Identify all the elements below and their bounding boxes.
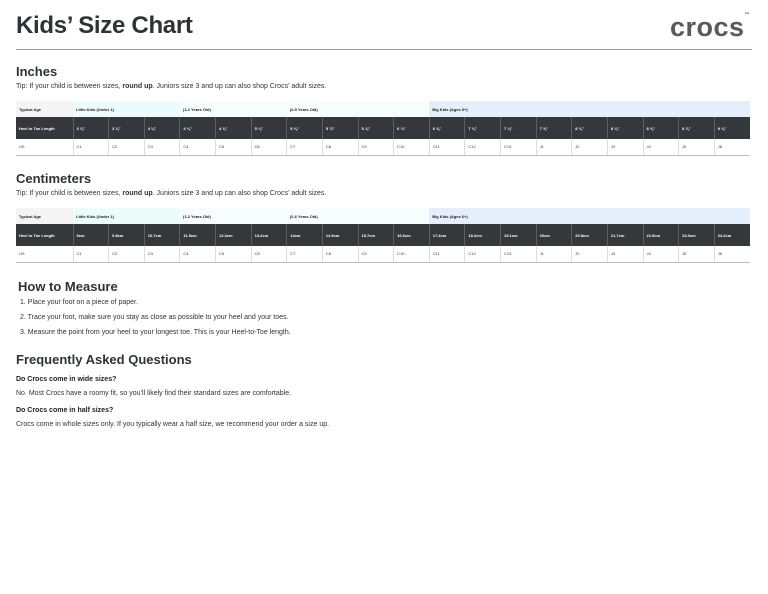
age-label: Typical Age <box>16 208 73 224</box>
size-cell: C3 <box>144 246 180 262</box>
length-cell: 9cm <box>73 224 109 246</box>
us-size-row <box>16 139 750 155</box>
age-row <box>16 101 750 117</box>
size-cell: C8 <box>322 139 358 155</box>
centimeters-tip-pre: Tip: If your child is between sizes, <box>16 190 123 197</box>
us-size-row <box>16 246 750 262</box>
length-cell: 24.2cm <box>714 224 750 246</box>
length-cell: 22.5cm <box>643 224 679 246</box>
length-cell: 8 ⅝" <box>643 117 679 139</box>
length-cell: 8 ⅞" <box>679 117 715 139</box>
size-cell: C4 <box>180 139 216 155</box>
length-cell: 5 ⅞" <box>358 117 394 139</box>
length-cell: 23.3cm <box>679 224 715 246</box>
size-cell: J5 <box>679 139 715 155</box>
size-cell: J5 <box>679 246 715 262</box>
length-cell: 12.3cm <box>216 224 252 246</box>
length-cell: 20.8cm <box>572 224 608 246</box>
length-cell: 17.4cm <box>429 224 465 246</box>
us-label: US <box>16 246 73 262</box>
length-cell: 9 ⅛" <box>714 117 750 139</box>
inches-tip-post: . Juniors size 3 and up can also shop Crocs’ adult sizes. <box>152 83 327 90</box>
logo-text: crocs <box>669 12 745 42</box>
size-cell: C3 <box>144 139 180 155</box>
size-cell: J2 <box>572 139 608 155</box>
inches-tip <box>16 83 326 90</box>
length-cell: 3 ⅞" <box>73 117 109 139</box>
size-cell: C1 <box>73 139 109 155</box>
inches-heading: Inches <box>16 64 58 79</box>
length-cell: 8 ⅛" <box>607 117 643 139</box>
size-cell: C7 <box>287 139 323 155</box>
size-cell: C11 <box>429 139 465 155</box>
faq-question: Do Crocs come in half sizes? <box>16 407 114 414</box>
size-cell: C7 <box>287 246 323 262</box>
length-cell: 4 ⅛" <box>144 117 180 139</box>
size-cell: C10 <box>394 246 430 262</box>
length-cell: 6 ¼" <box>394 117 430 139</box>
centimeters-tip-post: . Juniors size 3 and up can also shop Crocs’ adult sizes. <box>152 190 327 197</box>
length-cell: 5 ¾" <box>322 117 358 139</box>
age-group: Little Kids (Under 1) <box>73 208 180 224</box>
length-cell: 4 ⅜" <box>216 117 252 139</box>
size-cell: C11 <box>429 246 465 262</box>
length-cell: 4 ⅛" <box>180 117 216 139</box>
centimeters-tip-bold: round up <box>122 190 153 197</box>
length-cell: 20cm <box>536 224 572 246</box>
size-cell: C5 <box>216 139 252 155</box>
size-cell: C9 <box>358 139 394 155</box>
size-cell: C4 <box>180 246 216 262</box>
length-cell: 14.9cm <box>322 224 358 246</box>
faq-answer: No. Most Crocs have a roomy fit, so you’ll likely find their standard sizes are comfortable. <box>16 390 292 397</box>
length-cell: 7 ⅛" <box>465 117 501 139</box>
size-cell: J2 <box>572 246 608 262</box>
length-cell: 15.7cm <box>358 224 394 246</box>
length-label: Heel to Toe Length <box>16 117 73 139</box>
size-cell: J1 <box>536 246 572 262</box>
length-cell: 9.8cm <box>109 224 145 246</box>
faq-question: Do Crocs come in wide sizes? <box>16 376 117 383</box>
age-group: (2-6 Years Old) <box>287 208 430 224</box>
size-cell: C9 <box>358 246 394 262</box>
size-cell: C8 <box>322 246 358 262</box>
size-cell: C1 <box>73 246 109 262</box>
length-cell: 6 ⅝" <box>429 117 465 139</box>
size-cell: C2 <box>109 246 145 262</box>
length-cell: 14cm <box>287 224 323 246</box>
size-cell: J3 <box>607 246 643 262</box>
age-row <box>16 208 750 224</box>
length-cell: 7 ⅝" <box>536 117 572 139</box>
length-cell: 19.1cm <box>501 224 537 246</box>
measure-step: 2. Trace your foot, make sure you stay as close as possible to your heel and your toes. <box>20 314 289 321</box>
faq-answer: Crocs come in whole sizes only. If you typically wear a half size, we recommend your order a size up. <box>16 421 330 428</box>
page-title: Kids’ Size Chart <box>16 12 193 39</box>
length-row <box>16 224 750 246</box>
size-cell: C6 <box>251 246 287 262</box>
size-cell: J6 <box>714 246 750 262</box>
size-cell: C2 <box>109 139 145 155</box>
size-cell: J3 <box>607 139 643 155</box>
size-cell: J1 <box>536 139 572 155</box>
inches-tip-bold: round up <box>122 83 153 90</box>
size-cell: C13 <box>501 246 537 262</box>
length-cell: 3 ⅞" <box>109 117 145 139</box>
length-cell: 21.7cm <box>607 224 643 246</box>
length-cell: 10.7cm <box>144 224 180 246</box>
length-cell: 5 ⅛" <box>251 117 287 139</box>
page-header <box>16 12 752 50</box>
age-group: (1-2 Years Old) <box>180 101 287 117</box>
length-cell: 5 ⅜" <box>287 117 323 139</box>
inches-tip-pre: Tip: If your child is between sizes, <box>16 83 123 90</box>
size-cell: J4 <box>643 246 679 262</box>
us-label: US <box>16 139 73 155</box>
measure-step: 3. Measure the point from your heel to your longest toe. This is your Heel-to-Toe length. <box>20 329 291 336</box>
age-group: Big Kids (Ages 6+) <box>429 208 750 224</box>
age-label: Typical Age <box>16 101 73 117</box>
age-group: Big Kids (Ages 5+) <box>429 101 750 117</box>
size-cell: C12 <box>465 139 501 155</box>
size-cell: J4 <box>643 139 679 155</box>
measure-heading: How to Measure <box>18 279 118 294</box>
inches-size-table <box>16 101 750 156</box>
length-cell: 13.2cm <box>251 224 287 246</box>
centimeters-heading: Centimeters <box>16 171 92 186</box>
age-group: (2-5 Years Old) <box>287 101 430 117</box>
size-cell: C6 <box>251 139 287 155</box>
centimeters-size-table <box>16 208 750 263</box>
measure-step: 1. Place your foot on a piece of paper. <box>20 299 138 306</box>
age-group: (1-2 Years Old) <box>180 208 287 224</box>
length-cell: 7 ⅛" <box>501 117 537 139</box>
size-cell: C5 <box>216 246 252 262</box>
faq-heading: Frequently Asked Questions <box>16 352 192 367</box>
crocs-logo <box>670 12 750 43</box>
size-cell: C12 <box>465 246 501 262</box>
size-cell: C13 <box>501 139 537 155</box>
length-cell: 18.2cm <box>465 224 501 246</box>
centimeters-tip <box>16 190 326 197</box>
size-cell: J6 <box>714 139 750 155</box>
size-cell: C10 <box>394 139 430 155</box>
length-cell: 11.5cm <box>180 224 216 246</box>
length-label: Heel to Toe Length <box>16 224 73 246</box>
logo-trademark: ™ <box>744 12 750 18</box>
length-cell: 16.6cm <box>394 224 430 246</box>
age-group: Little Kids (Under 1) <box>73 101 180 117</box>
length-row <box>16 117 750 139</box>
length-cell: 8 ⅛" <box>572 117 608 139</box>
